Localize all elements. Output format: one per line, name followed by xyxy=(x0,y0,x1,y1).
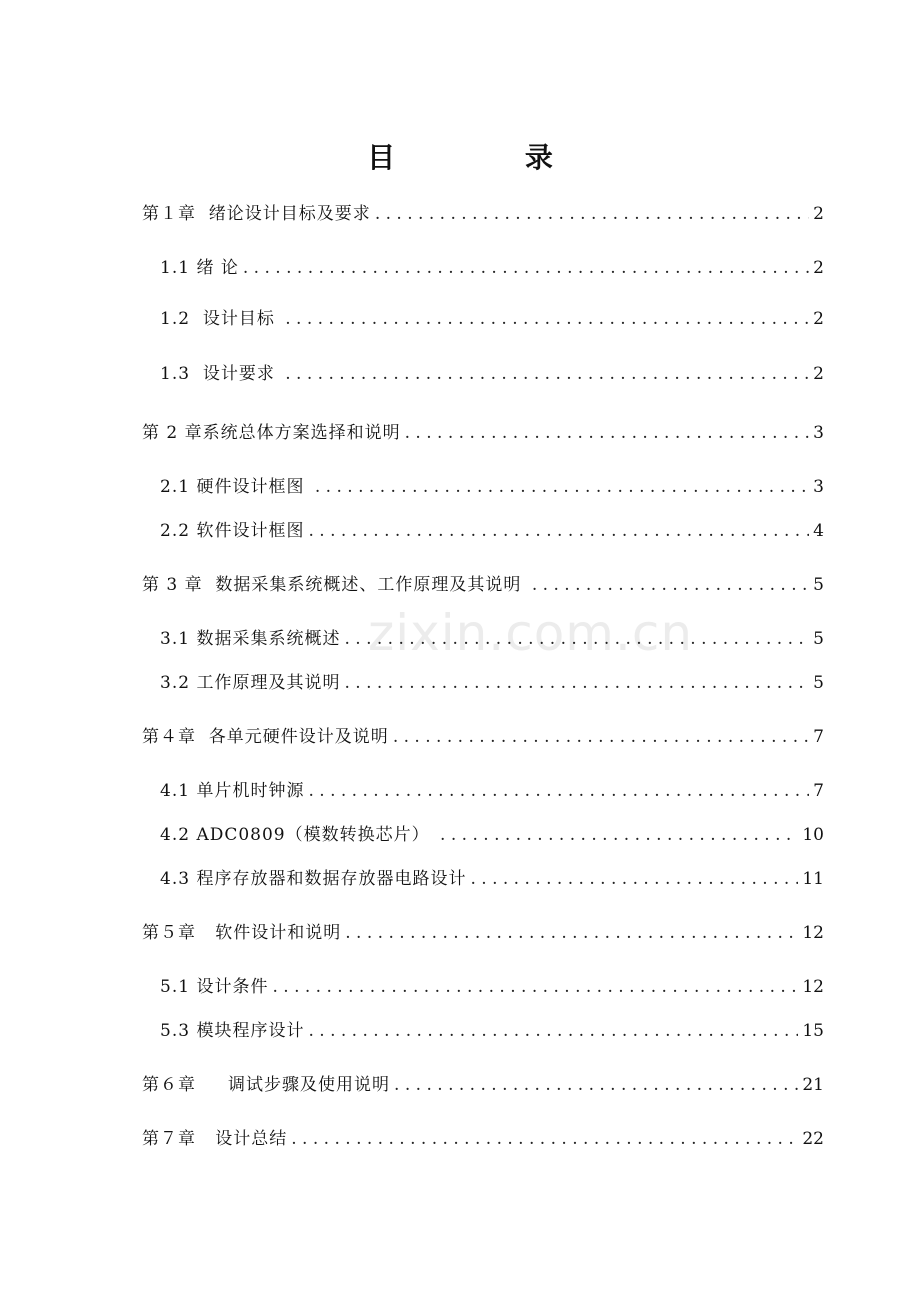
toc-entry-3-1 xyxy=(0,620,920,650)
toc-page-number: 22 xyxy=(802,1129,824,1149)
toc-entry-label: 2.2 软件设计框图 xyxy=(160,521,305,541)
toc-dot-leader xyxy=(291,1128,798,1150)
toc-entry-ch4 xyxy=(0,718,920,748)
toc-entry-1-1 xyxy=(0,249,920,279)
toc-page-number: 5 xyxy=(813,575,824,595)
toc-page-number: 5 xyxy=(813,629,824,649)
toc-dot-leader xyxy=(285,363,809,385)
toc-entry-label: 第７章 设计总结 xyxy=(142,1129,288,1149)
toc-entry-label: 1.1 绪 论 xyxy=(160,258,239,278)
toc-dot-leader xyxy=(440,824,798,846)
toc-page-number: 11 xyxy=(802,869,824,889)
toc-page-number: 5 xyxy=(813,673,824,693)
toc-entry-ch5 xyxy=(0,914,920,944)
toc-entry-5-3 xyxy=(0,1012,920,1042)
toc-entry-label: 4.3 程序存放器和数据存放器电路设计 xyxy=(160,869,467,889)
toc-dot-leader xyxy=(470,868,798,890)
toc-entry-label: 4.2 ADC0809（模数转换芯片） xyxy=(160,825,437,845)
toc-entry-label: 1.2 设计目标 xyxy=(160,309,282,329)
toc-entry-3-2 xyxy=(0,664,920,694)
toc-dot-leader xyxy=(344,628,809,650)
toc-dot-leader xyxy=(243,257,809,279)
toc-dot-leader xyxy=(285,308,809,330)
toc-entry-label: 3.2 工作原理及其说明 xyxy=(160,673,341,693)
toc-entry-ch2 xyxy=(0,414,920,444)
toc-entry-label: 5.3 模块程序设计 xyxy=(160,1021,305,1041)
toc-entry-label: 第４章 各单元硬件设计及说明 xyxy=(142,727,389,747)
toc-entry-label: 2.1 硬件设计框图 xyxy=(160,477,311,497)
toc-page-number: 7 xyxy=(813,727,824,747)
toc-dot-leader xyxy=(375,203,809,225)
toc-page-number: 2 xyxy=(813,309,824,329)
toc-entry-4-3 xyxy=(0,860,920,890)
toc-page-number: 3 xyxy=(813,423,824,443)
toc-page-number: 2 xyxy=(813,364,824,384)
toc-dot-leader xyxy=(308,1020,798,1042)
toc-entry-ch1 xyxy=(0,195,920,225)
toc-dot-leader xyxy=(344,672,809,694)
toc-dot-leader xyxy=(272,976,798,998)
toc-page-number: 4 xyxy=(813,521,824,541)
toc-page-number: 7 xyxy=(813,781,824,801)
toc-entry-ch6 xyxy=(0,1066,920,1096)
toc-entry-label: 第６章 调试步骤及使用说明 xyxy=(142,1075,391,1095)
toc-entry-2-2 xyxy=(0,512,920,542)
toc-entry-label: 1.3 设计要求 xyxy=(160,364,282,384)
toc-entry-1-2 xyxy=(0,300,920,330)
toc-entry-4-1 xyxy=(0,772,920,802)
toc-entry-2-1 xyxy=(0,468,920,498)
toc-entry-4-2 xyxy=(0,816,920,846)
toc-entry-label: 第 3 章 数据采集系统概述、工作原理及其说明 xyxy=(142,575,528,595)
toc-dot-leader xyxy=(345,922,798,944)
toc-entry-1-3 xyxy=(0,355,920,385)
toc-entry-5-1 xyxy=(0,968,920,998)
toc-entry-label: 3.1 数据采集系统概述 xyxy=(160,629,341,649)
toc-dot-leader xyxy=(308,780,809,802)
toc-page-number: 12 xyxy=(802,977,824,997)
toc-title: 目 录 xyxy=(367,141,613,174)
toc-entry-label: 第５章 软件设计和说明 xyxy=(142,923,342,943)
toc-page-number: 21 xyxy=(802,1075,824,1095)
toc-page-number: 12 xyxy=(802,923,824,943)
toc-entry-label: 4.1 单片机时钟源 xyxy=(160,781,305,801)
toc-page-number: 15 xyxy=(802,1021,824,1041)
toc-entry-ch3 xyxy=(0,566,920,596)
toc-entry-ch7 xyxy=(0,1120,920,1150)
watermark: zixin.com.cn xyxy=(368,604,694,662)
toc-page-number: 10 xyxy=(802,825,824,845)
toc-dot-leader xyxy=(405,422,810,444)
toc-dot-leader xyxy=(308,520,809,542)
toc-entry-label: 5.1 设计条件 xyxy=(160,977,269,997)
toc-dot-leader xyxy=(393,726,809,748)
toc-dot-leader xyxy=(532,574,809,596)
toc-entry-label: 第 2 章系统总体方案选择和说明 xyxy=(142,423,401,443)
toc-dot-leader xyxy=(394,1074,798,1096)
toc-entry-label: 第１章 绪论设计目标及要求 xyxy=(142,204,371,224)
toc-page-number: 3 xyxy=(813,477,824,497)
toc-page-number: 2 xyxy=(813,204,824,224)
toc-page-number: 2 xyxy=(813,258,824,278)
toc-dot-leader xyxy=(315,476,809,498)
